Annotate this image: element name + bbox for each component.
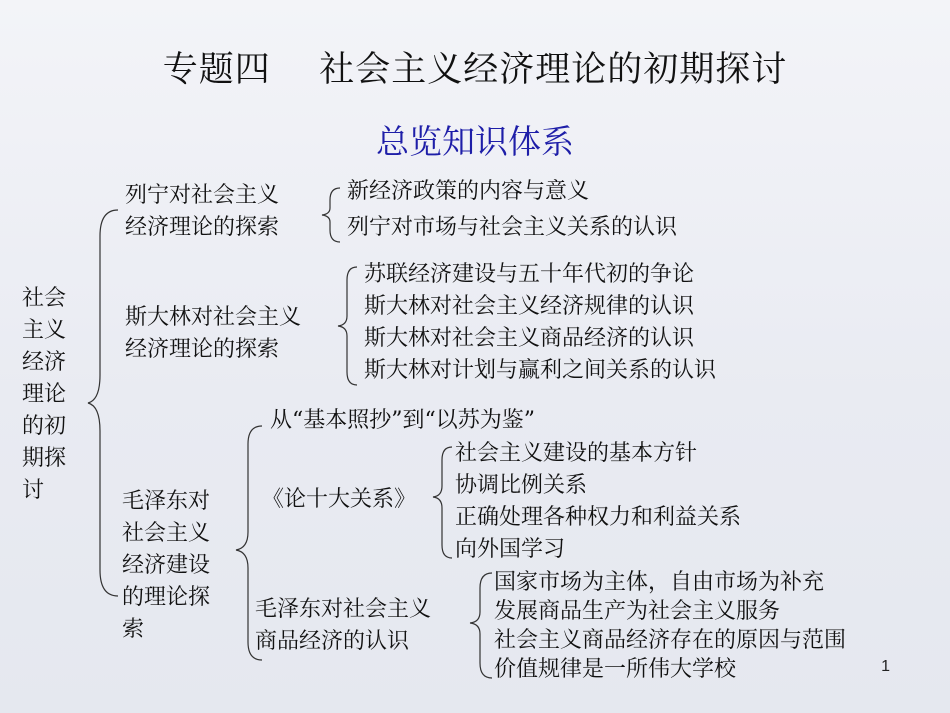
- mao-label-line: 的理论探: [122, 585, 211, 610]
- root-line: 社会: [22, 286, 67, 311]
- mao-label-line: 毛泽东对: [122, 489, 211, 514]
- stalin-branch-label: [125, 302, 301, 366]
- commodity-label-line: 毛泽东对社会主义: [255, 597, 432, 622]
- mao-sub-commodity-label: [255, 594, 431, 658]
- stalin-item: 苏联经济建设与五十年代初的争论: [364, 262, 695, 287]
- stalin-item: 斯大林对计划与赢利之间关系的认识: [364, 358, 717, 383]
- root-node: [22, 283, 82, 507]
- commodity-item: 社会主义商品经济存在的原因与范围: [494, 628, 847, 653]
- mao-label-line: 社会主义: [122, 521, 211, 546]
- root-line: 的初: [22, 414, 67, 439]
- stalin-item: 斯大林对社会主义商品经济的认识: [364, 326, 695, 351]
- commodity-item: 价值规律是一所伟大学校: [494, 657, 737, 682]
- ten-relations-item: 向外国学习: [455, 537, 566, 562]
- lenin-item: 列宁对市场与社会主义关系的认识: [347, 215, 678, 240]
- ten-relations-item: 正确处理各种权力和利益关系: [455, 505, 742, 530]
- lenin-brace: [322, 188, 340, 242]
- commodity-label-line: 商品经济的认识: [255, 629, 410, 654]
- lenin-item: 新经济政策的内容与意义: [347, 179, 590, 204]
- commodity-brace: [470, 573, 492, 678]
- lenin-label-line: 经济理论的探索: [125, 215, 280, 240]
- ten-relations-item: 社会主义建设的基本方针: [455, 441, 698, 466]
- lenin-label-line: 列宁对社会主义: [125, 183, 280, 208]
- root-brace: [88, 210, 118, 596]
- root-line: 主义: [22, 318, 67, 343]
- stalin-label-line: 斯大林对社会主义: [125, 305, 302, 330]
- root-line: 讨: [22, 478, 45, 503]
- stalin-brace: [338, 267, 357, 385]
- ten-relations-item: 协调比例关系: [455, 473, 588, 498]
- lenin-branch-label: [125, 180, 279, 244]
- stalin-item: 斯大林对社会主义经济规律的认识: [364, 294, 695, 319]
- mao-sub-ten-relations-label: 《论十大关系》: [262, 487, 417, 512]
- stalin-label-line: 经济理论的探索: [125, 337, 280, 362]
- root-line: 理论: [22, 382, 67, 407]
- root-line: 经济: [22, 350, 67, 375]
- commodity-item: 国家市场为主体，自由市场为补充: [494, 570, 825, 595]
- slide-title: 专题四 社会主义经济理论的初期探讨: [162, 50, 788, 90]
- mao-label-line: 索: [122, 617, 145, 642]
- commodity-item: 发展商品生产为社会主义服务: [494, 599, 781, 624]
- ten-relations-brace: [433, 447, 452, 558]
- page-number: 1: [881, 658, 890, 675]
- slide-subtitle: 总览知识体系: [376, 122, 574, 161]
- root-line: 期探: [22, 446, 67, 471]
- mao-branch-label: [122, 486, 210, 646]
- mao-sub-from-copy-to-lesson: 从“基本照抄”到“以苏为鉴”: [270, 408, 535, 433]
- mao-label-line: 经济建设: [122, 553, 211, 578]
